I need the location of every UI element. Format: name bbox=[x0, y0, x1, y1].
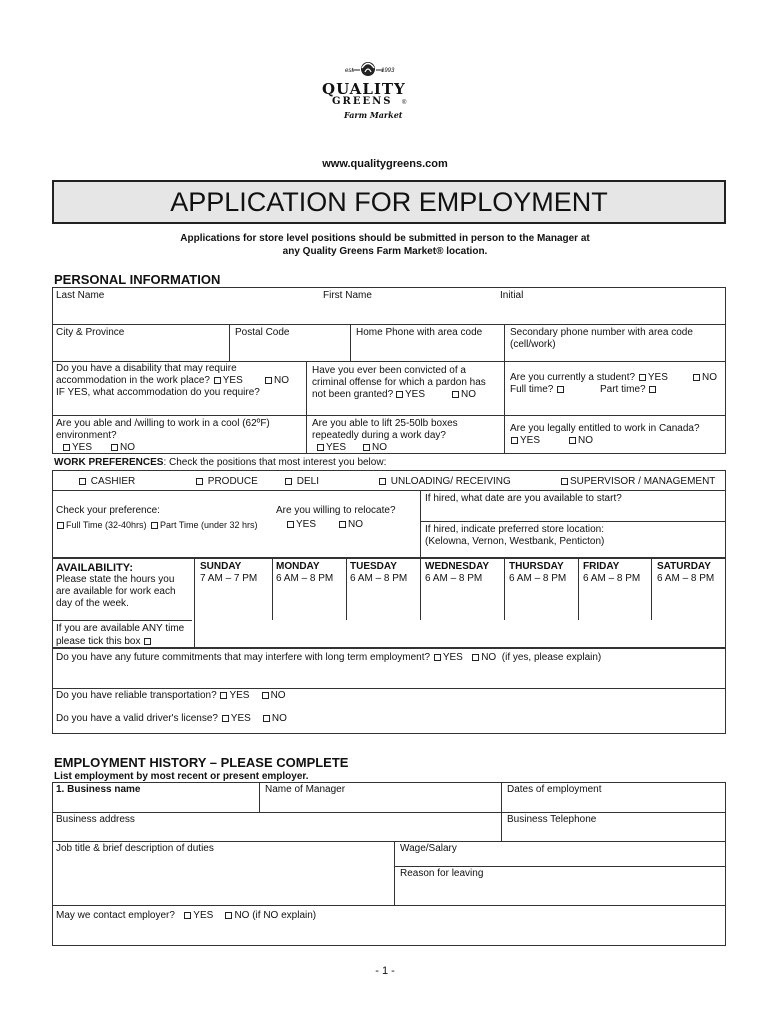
hours-sunday[interactable]: 7 AM – 7 PM bbox=[200, 573, 258, 584]
any-time-checkbox[interactable] bbox=[144, 638, 151, 645]
day-monday: MONDAY bbox=[276, 561, 320, 572]
contact-yes-checkbox[interactable] bbox=[184, 912, 191, 919]
criminal-yes-option[interactable]: YES bbox=[395, 389, 425, 401]
disability-question-line1: Do you have a disability that may require bbox=[56, 363, 237, 374]
city-province-field[interactable]: City & Province bbox=[56, 327, 125, 338]
transport-no-checkbox[interactable] bbox=[262, 692, 269, 699]
availability-heading: AVAILABILITY: bbox=[56, 562, 133, 574]
postal-code-field[interactable]: Postal Code bbox=[235, 327, 290, 338]
criminal-no-checkbox[interactable] bbox=[452, 391, 459, 398]
canada-yes-checkbox[interactable] bbox=[511, 437, 518, 444]
cashier-checkbox[interactable] bbox=[79, 478, 86, 485]
lift-yes-checkbox[interactable] bbox=[317, 444, 324, 451]
transport-yes-checkbox[interactable] bbox=[220, 692, 227, 699]
position-supervisor[interactable]: SUPERVISOR / MANAGEMENT bbox=[560, 476, 715, 488]
student-no-option[interactable]: NO bbox=[692, 372, 717, 384]
relocate-yes-option[interactable]: YES bbox=[286, 519, 316, 531]
produce-checkbox[interactable] bbox=[196, 478, 203, 485]
position-produce[interactable]: PRODUCE bbox=[195, 476, 258, 488]
student-no-checkbox[interactable] bbox=[693, 374, 700, 381]
future-commitments-question: Do you have any future commitments that may interfere with long term employment? YES NO (if yes, please explain) bbox=[56, 652, 602, 663]
logo-emblem-icon bbox=[318, 56, 418, 80]
position-unloading[interactable]: UNLOADING/ RECEIVING bbox=[378, 476, 511, 488]
subtitle-line2: any Quality Greens Farm Market® location. bbox=[282, 246, 488, 257]
day-sunday: SUNDAY bbox=[200, 561, 242, 572]
canada-question: Are you legally entitled to work in Canada? bbox=[510, 423, 700, 434]
license-yes-checkbox[interactable] bbox=[222, 715, 229, 722]
logo bbox=[318, 56, 418, 122]
disability-yes-checkbox[interactable] bbox=[214, 377, 221, 384]
license-no-checkbox[interactable] bbox=[263, 715, 270, 722]
business-name-field[interactable]: 1. Business name bbox=[56, 784, 141, 795]
any-time-line1: If you are available ANY time bbox=[56, 623, 185, 634]
part-time-preference[interactable]: Part Time (under 32 hrs) bbox=[150, 519, 258, 531]
position-cashier[interactable]: CASHIER bbox=[78, 476, 135, 488]
hours-saturday[interactable]: 6 AM – 8 PM bbox=[657, 573, 715, 584]
part-time-checkbox[interactable] bbox=[151, 522, 158, 529]
day-tuesday: TUESDAY bbox=[350, 561, 397, 572]
any-time-line2: please tick this box bbox=[56, 636, 153, 648]
lift-no-checkbox[interactable] bbox=[363, 444, 370, 451]
personal-heading: PERSONAL INFORMATION bbox=[54, 272, 221, 287]
logo-year: 1993 bbox=[381, 68, 395, 74]
home-phone-field[interactable]: Home Phone with area code bbox=[356, 327, 483, 338]
first-name-field[interactable]: First Name bbox=[323, 290, 372, 301]
license-question: Do you have a valid driver's license? YES NO bbox=[56, 713, 287, 724]
student-full-time-checkbox[interactable] bbox=[557, 386, 564, 393]
business-address-field[interactable]: Business address bbox=[56, 814, 135, 825]
disability-question-line2: accommodation in the work place? YES bbox=[56, 375, 243, 386]
lift-question: Are you able to lift 25-50lb boxes repeatedly during a work day? bbox=[312, 418, 458, 441]
supervisor-checkbox[interactable] bbox=[561, 478, 568, 485]
start-date-question[interactable]: If hired, what date are you available to start? bbox=[425, 493, 622, 504]
last-name-field[interactable]: Last Name bbox=[56, 290, 105, 301]
cool-yes-option[interactable]: YES bbox=[62, 442, 92, 454]
page-number: - 1 - bbox=[375, 965, 395, 977]
full-time-preference[interactable]: Full Time (32-40hrs) bbox=[56, 519, 147, 531]
manager-name-field[interactable]: Name of Manager bbox=[265, 784, 346, 795]
part-time-option[interactable]: Part time? bbox=[600, 384, 658, 396]
secondary-phone-field[interactable]: Secondary phone number with area code (cell/work) bbox=[510, 327, 693, 350]
employment-heading: EMPLOYMENT HISTORY – PLEASE COMPLETE bbox=[54, 755, 349, 770]
student-question: Are you currently a student? YES bbox=[510, 372, 668, 383]
contact-employer-question: May we contact employer? YES NO (if NO explain) bbox=[56, 910, 317, 921]
logo-greens: GREENS bbox=[332, 96, 393, 107]
subtitle-line1: Applications for store level positions should be submitted in person to the Manager at bbox=[180, 233, 590, 244]
logo-farm-market: Farm Market bbox=[344, 110, 403, 120]
disability-no-checkbox[interactable] bbox=[265, 377, 272, 384]
day-friday: FRIDAY bbox=[583, 561, 620, 572]
canada-no-checkbox[interactable] bbox=[569, 437, 576, 444]
cool-environment-question: Are you able and /willing to work in a cool (62ºF) environment? bbox=[56, 418, 270, 441]
store-location-question[interactable]: If hired, indicate preferred store location: bbox=[425, 524, 604, 535]
disability-question-line3: IF YES, what accommodation do you require? bbox=[56, 387, 260, 398]
unloading-checkbox[interactable] bbox=[379, 478, 386, 485]
day-wednesday: WEDNESDAY bbox=[425, 561, 490, 572]
title-box bbox=[52, 180, 726, 224]
full-time-option[interactable]: Full time? bbox=[510, 384, 566, 396]
logo-quality: QUALITY bbox=[322, 80, 406, 98]
disability-no-option[interactable]: NO bbox=[264, 375, 289, 387]
logo-est: est. bbox=[345, 68, 355, 74]
deli-checkbox[interactable] bbox=[285, 478, 292, 485]
canada-yes-option[interactable]: YES bbox=[510, 435, 540, 447]
day-saturday: SATURDAY bbox=[657, 561, 711, 572]
relocate-no-option[interactable]: NO bbox=[338, 519, 363, 531]
work-preferences-header: WORK PREFERENCES: Check the positions that most interest you below: bbox=[54, 457, 387, 468]
hours-thursday[interactable]: 6 AM – 8 PM bbox=[509, 573, 567, 584]
relocate-question: Are you willing to relocate? bbox=[276, 505, 396, 516]
future-yes-checkbox[interactable] bbox=[434, 654, 441, 661]
employment-dates-field[interactable]: Dates of employment bbox=[507, 784, 602, 795]
store-location-options: (Kelowna, Vernon, Westbank, Penticton) bbox=[425, 536, 605, 547]
contact-no-checkbox[interactable] bbox=[225, 912, 232, 919]
lift-no-option[interactable]: NO bbox=[362, 442, 387, 454]
future-no-checkbox[interactable] bbox=[472, 654, 479, 661]
employment-subheading: List employment by most recent or present employer. bbox=[54, 771, 309, 782]
availability-description: Please state the hours you are available for work each day of the week. bbox=[56, 574, 176, 609]
cool-no-checkbox[interactable] bbox=[111, 444, 118, 451]
business-telephone-field[interactable]: Business Telephone bbox=[507, 814, 597, 825]
wage-salary-field[interactable]: Wage/Salary bbox=[400, 843, 457, 854]
page-title: APPLICATION FOR EMPLOYMENT bbox=[170, 187, 608, 217]
cool-no-option[interactable]: NO bbox=[110, 442, 135, 454]
relocate-yes-checkbox[interactable] bbox=[287, 521, 294, 528]
job-title-field[interactable]: Job title & brief description of duties bbox=[56, 843, 214, 854]
student-yes-checkbox[interactable] bbox=[639, 374, 646, 381]
cool-yes-checkbox[interactable] bbox=[63, 444, 70, 451]
reason-leaving-field[interactable]: Reason for leaving bbox=[400, 868, 484, 879]
student-part-time-checkbox[interactable] bbox=[649, 386, 656, 393]
initial-field[interactable]: Initial bbox=[500, 290, 524, 301]
transportation-question: Do you have reliable transportation? YES NO bbox=[56, 690, 286, 701]
full-time-checkbox[interactable] bbox=[57, 522, 64, 529]
hours-wednesday[interactable]: 6 AM – 8 PM bbox=[425, 573, 483, 584]
hours-friday[interactable]: 6 AM – 8 PM bbox=[583, 573, 641, 584]
website: www.qualitygreens.com bbox=[322, 158, 448, 170]
criminal-no-option[interactable]: NO bbox=[451, 389, 476, 401]
criminal-yes-checkbox[interactable] bbox=[396, 391, 403, 398]
canada-no-option[interactable]: NO bbox=[568, 435, 593, 447]
lift-yes-option[interactable]: YES bbox=[316, 442, 346, 454]
day-thursday: THURSDAY bbox=[509, 561, 564, 572]
logo-reg: ® bbox=[402, 100, 407, 106]
criminal-question: Have you ever been convicted of a criminal offense for which a pardon has not been granted? bbox=[312, 365, 486, 400]
hours-tuesday[interactable]: 6 AM – 8 PM bbox=[350, 573, 408, 584]
check-preference-label: Check your preference: bbox=[56, 505, 160, 516]
relocate-no-checkbox[interactable] bbox=[339, 521, 346, 528]
position-deli[interactable]: DELI bbox=[284, 476, 319, 488]
hours-monday[interactable]: 6 AM – 8 PM bbox=[276, 573, 334, 584]
